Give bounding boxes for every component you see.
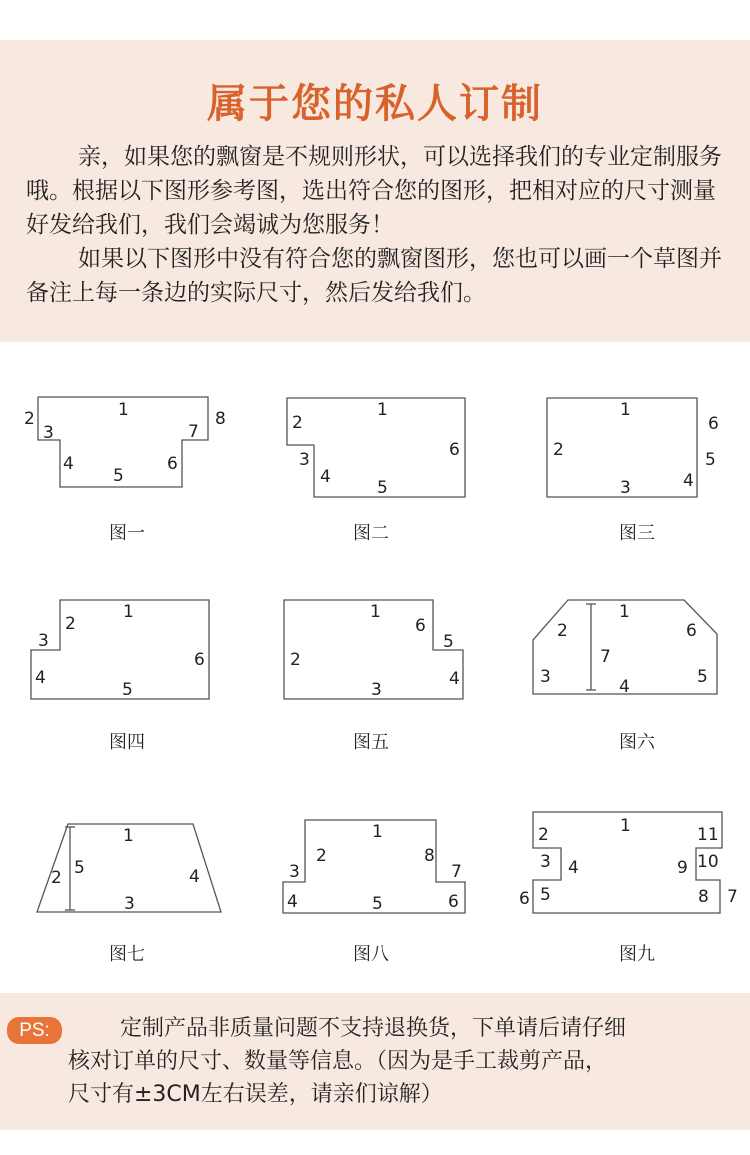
figure-7-label-4: 4: [189, 867, 200, 887]
figure-5-label-4: 4: [449, 669, 460, 689]
figure-8-caption: 图八: [353, 944, 389, 965]
figure-6-label-2: 2: [557, 621, 568, 641]
footer-notice: [68, 1012, 728, 1111]
figure-9-label-5: 5: [540, 885, 551, 905]
figure-9-caption: 图九: [619, 944, 655, 965]
figure-2-outline: [287, 398, 465, 497]
figure-9-label-11: 11: [697, 825, 719, 845]
figure-1-label-6: 6: [167, 454, 178, 474]
figure-1-label-5: 5: [113, 466, 124, 486]
figure-7-label-5: 5: [74, 858, 85, 878]
figure-5-label-6: 6: [415, 616, 426, 636]
figure-8-label-3: 3: [289, 862, 300, 882]
figure-2-label-2: 2: [292, 413, 303, 433]
figure-8-label-5: 5: [372, 894, 383, 914]
figure-9-label-4: 4: [568, 858, 579, 878]
figure-2-label-3: 3: [299, 450, 310, 470]
figure-3-label-3: 3: [620, 478, 631, 498]
figure-5-caption: 图五: [353, 732, 389, 753]
figure-8-label-7: 7: [451, 862, 462, 882]
figure-4-label-1: 1: [123, 602, 134, 622]
figure-2-label-4: 4: [320, 467, 331, 487]
figure-6-label-6: 6: [686, 621, 697, 641]
figure-3-label-6: 6: [708, 414, 719, 434]
figure-1-label-4: 4: [63, 454, 74, 474]
figure-6-label-5: 5: [697, 667, 708, 687]
figure-1-label-8: 8: [215, 409, 226, 429]
figure-3-label-5: 5: [705, 450, 716, 470]
figure-2-label-6: 6: [449, 440, 460, 460]
figure-3-label-4: 4: [683, 471, 694, 491]
figure-3-label-2: 2: [553, 440, 564, 460]
figure-4-label-4: 4: [35, 668, 46, 688]
figure-9-label-10: 10: [697, 852, 719, 872]
figure-8-label-6: 6: [448, 892, 459, 912]
figure-5-label-3: 3: [371, 680, 382, 700]
figure-9-label-3: 3: [540, 852, 551, 872]
figure-2-caption: 图二: [353, 523, 389, 544]
figure-8-label-1: 1: [372, 822, 383, 842]
figure-6-label-3: 3: [540, 667, 551, 687]
figure-7-caption: 图七: [109, 944, 145, 965]
figure-5-label-5: 5: [443, 632, 454, 652]
intro-paragraph-2: 如果以下图形中没有符合您的飘窗图形，您也可以画一个草图并备注上每一条边的实际尺寸，然后发给我们。: [26, 246, 722, 306]
figure-7-label-3: 3: [124, 894, 135, 914]
figure-4-label-6: 6: [194, 650, 205, 670]
figure-9-label-9: 9: [677, 858, 688, 878]
page-title: 属于您的私人订制: [207, 81, 543, 127]
figure-1-label-3: 3: [43, 423, 54, 443]
figure-6-caption: 图六: [619, 732, 655, 753]
figure-8-label-2: 2: [316, 846, 327, 866]
figure-7-label-1: 1: [123, 826, 134, 846]
figure-9-label-8: 8: [698, 887, 709, 907]
figure-6-label-1: 1: [619, 602, 630, 622]
figure-1-label-7: 7: [188, 422, 199, 442]
footer-line-2: 核对订单的尺寸、数量等信息。（因为是手工裁剪产品，: [68, 1049, 608, 1074]
figure-3-caption: 图三: [619, 523, 655, 544]
figure-1-label-1: 1: [118, 400, 129, 420]
figure-9-label-6: 6: [519, 889, 530, 909]
figure-1-label-2: 2: [24, 409, 35, 429]
figure-5-label-1: 1: [370, 602, 381, 622]
footer-line-1: 定制产品非质量问题不支持退换货，下单请后请仔细: [120, 1016, 627, 1041]
figure-4-label-2: 2: [65, 614, 76, 634]
figure-2-label-5: 5: [377, 478, 388, 498]
figure-9-label-7: 7: [727, 887, 738, 907]
intro-paragraph-1: 亲，如果您的飘窗是不规则形状，可以选择我们的专业定制服务哦。根据以下图形参考图，选出符合您的图形，把相对应的尺寸测量好发给我们，我们会竭诚为您服务！: [26, 144, 722, 238]
figure-9-label-1: 1: [620, 816, 631, 836]
ps-badge: PS:: [7, 1017, 62, 1044]
figure-6-label-7: 7: [600, 647, 611, 667]
figure-4-outline: [31, 600, 209, 699]
figure-3-label-1: 1: [620, 400, 631, 420]
figure-9-label-2: 2: [538, 825, 549, 845]
figure-4-label-5: 5: [122, 680, 133, 700]
figure-4-caption: 图四: [109, 732, 145, 753]
figure-4-label-3: 3: [38, 631, 49, 651]
figure-8-label-4: 4: [287, 892, 298, 912]
figure-2-label-1: 1: [377, 400, 388, 420]
figure-8-label-8: 8: [424, 846, 435, 866]
figure-1-caption: 图一: [109, 523, 145, 544]
footer-line-3: 尺寸有±3CM左右误差，请亲们谅解）: [68, 1082, 443, 1107]
figure-6-label-4: 4: [619, 677, 630, 697]
figure-7-label-2: 2: [51, 868, 62, 888]
figure-5-label-2: 2: [290, 650, 301, 670]
